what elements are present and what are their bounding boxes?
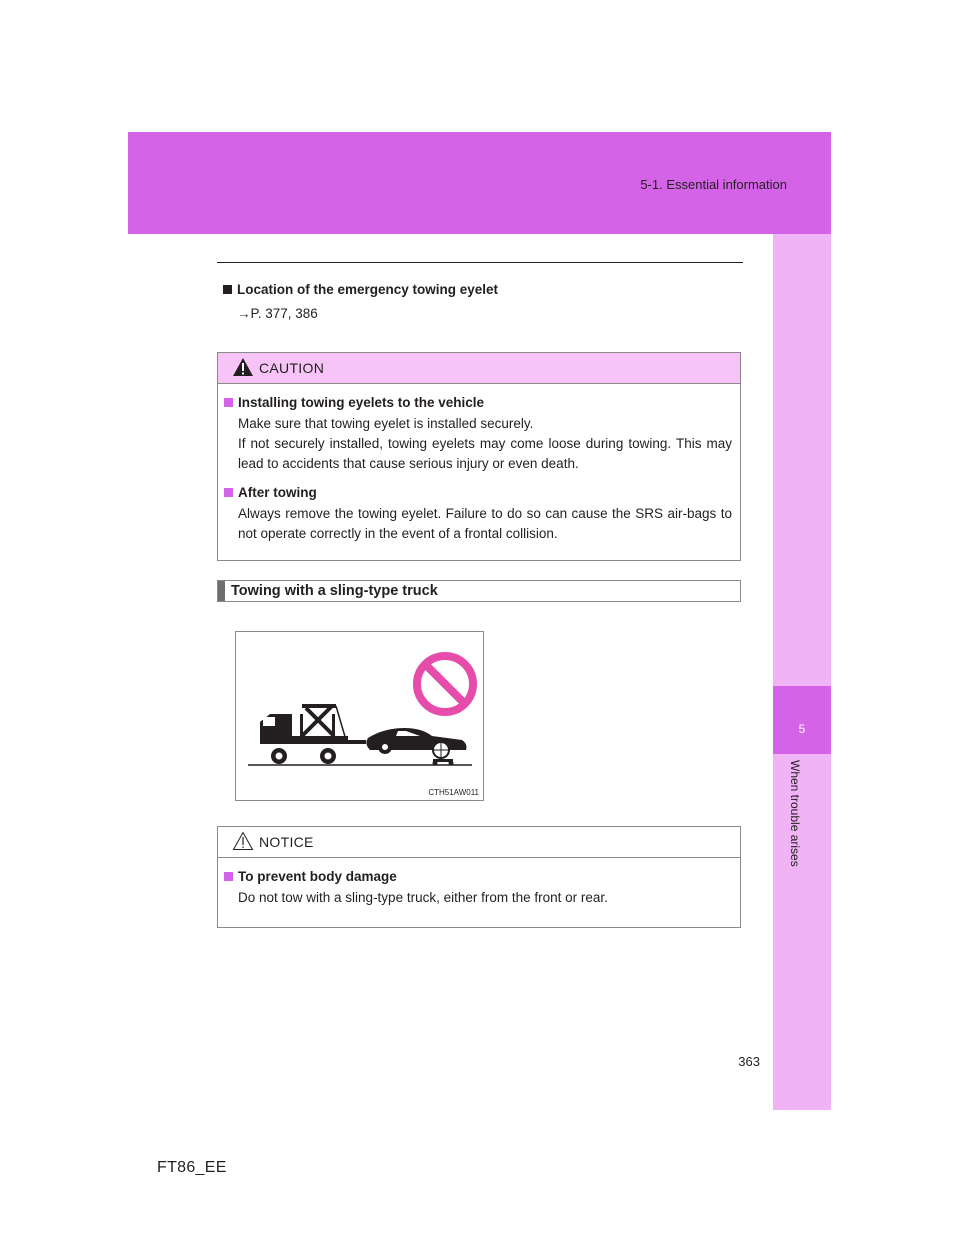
page-number: 363 (738, 1054, 760, 1069)
section-header-title: Towing with a sling-type truck (231, 583, 438, 599)
sling-truck-illustration (236, 632, 483, 800)
caution-title: CAUTION (259, 360, 325, 376)
prohibition-sign-icon (417, 656, 473, 712)
caution-line: If not securely installed, towing eyelets may come loose during towing. This may lead to accidents that cause serious injury or even death. (238, 436, 732, 471)
notice-icon (232, 831, 254, 851)
notice-title: NOTICE (259, 834, 314, 850)
towing-illustration (235, 631, 484, 801)
figure-code: CTH51AW011 (428, 788, 479, 797)
tow-truck-icon (260, 706, 366, 764)
page-reference: →P. 377, 386 (237, 306, 318, 321)
bullet-icon (224, 398, 233, 407)
caution-item-heading-text: After towing (238, 485, 317, 500)
notice-item (218, 869, 740, 908)
notice-item-heading-text: To prevent body damage (238, 869, 397, 884)
chapter-number: 5 (798, 722, 806, 736)
chapter-tab (773, 686, 831, 754)
section-header (217, 580, 741, 602)
caution-item-heading (224, 395, 732, 410)
caution-line: Make sure that towing eyelet is installed securely. (238, 416, 534, 431)
notice-item-heading (224, 869, 732, 884)
bullet-icon (224, 872, 233, 881)
side-strip (773, 234, 831, 1110)
document-code: FT86_EE (157, 1159, 227, 1176)
caution-header (218, 353, 740, 384)
warning-icon (232, 357, 254, 377)
notice-line: Do not tow with a sling-type truck, either from the front or rear. (238, 890, 608, 905)
bullet-icon (223, 285, 232, 294)
caution-box (217, 352, 741, 561)
chapter-label: When trouble arises (788, 760, 802, 867)
caution-item (218, 395, 740, 474)
top-rule (217, 262, 743, 263)
caution-item (218, 485, 740, 544)
caution-item-text (238, 504, 732, 544)
caution-item-heading (224, 485, 732, 500)
notice-item-text (238, 888, 732, 908)
section-header-bar (218, 581, 225, 601)
caution-item-text (238, 414, 732, 474)
notice-box (217, 826, 741, 928)
lead-heading-text: Location of the emergency towing eyelet (237, 282, 499, 297)
lead-heading (223, 282, 498, 297)
section-title: 5-1. Essential information (640, 177, 787, 192)
header-band (128, 132, 831, 234)
bullet-icon (224, 488, 233, 497)
caution-item-heading-text: Installing towing eyelets to the vehicle (238, 395, 485, 410)
caution-line: Always remove the towing eyelet. Failure to do so can cause the SRS air-bags to not operate correctly in the event of a frontal collision. (238, 506, 732, 541)
notice-header (218, 827, 740, 858)
car-icon (366, 728, 466, 766)
